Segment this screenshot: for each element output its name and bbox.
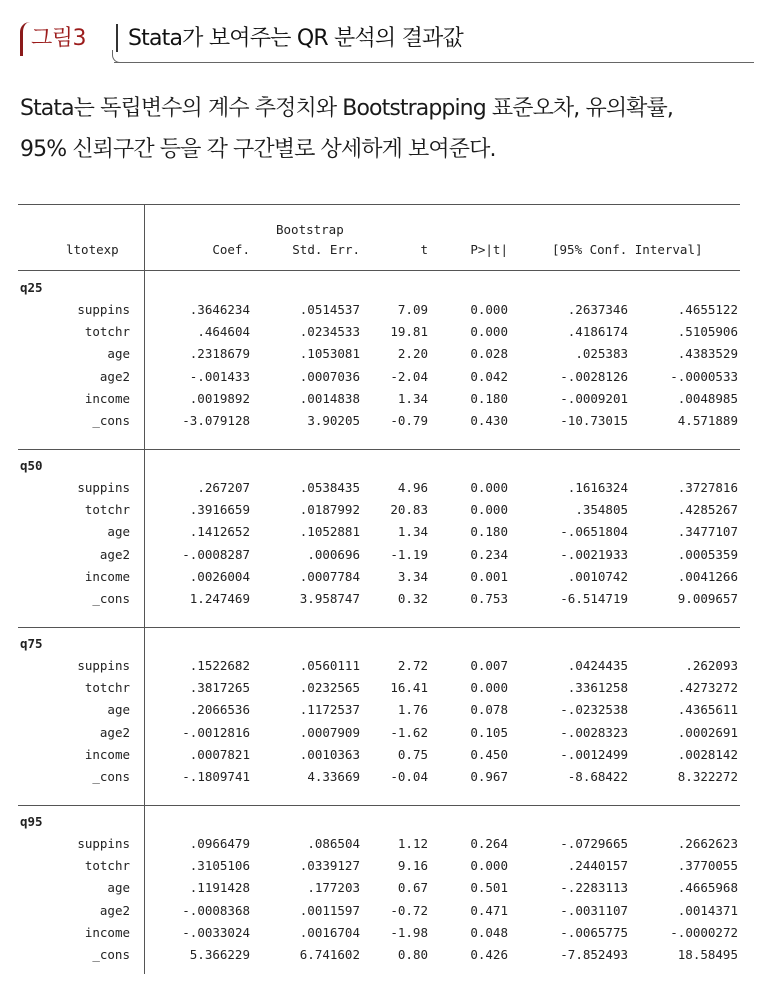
cell-hi: .4365611 — [677, 702, 738, 718]
cell-coef: .464604 — [197, 324, 250, 340]
cell-var: income — [84, 924, 130, 940]
cell-coef: 5.366229 — [189, 947, 250, 962]
cell-var: suppins — [77, 480, 130, 495]
cell-hi: .0048985 — [677, 390, 738, 406]
cell-p: 0.000 — [470, 324, 508, 340]
cell-se: .0007784 — [299, 568, 360, 584]
group-label-q50: q50 — [20, 458, 43, 473]
cell-var: suppins — [77, 302, 130, 317]
header-t: t — [420, 242, 428, 257]
cell-lo: .1616324 — [567, 480, 628, 495]
cell-p: 0.048 — [470, 924, 508, 940]
cell-hi: .2662623 — [677, 836, 738, 851]
cell-t: 19.81 — [390, 324, 428, 340]
cell-p: 0.000 — [470, 502, 508, 518]
group-divider — [18, 627, 740, 628]
cell-coef: -.0033024 — [182, 924, 250, 940]
cell-t: 7.09 — [397, 302, 428, 317]
cell-se: .0538435 — [299, 480, 360, 495]
cell-t: -0.79 — [390, 413, 428, 428]
cell-t: 1.12 — [397, 836, 428, 851]
table-column-divider — [144, 204, 145, 974]
cell-t: 0.67 — [397, 880, 428, 896]
cell-hi: 18.58495 — [677, 947, 738, 962]
cell-p: 0.430 — [470, 413, 508, 428]
cell-var: _cons — [92, 947, 130, 962]
stata-output-table — [18, 204, 740, 974]
cell-t: 4.96 — [397, 480, 428, 495]
cell-t: 2.20 — [397, 346, 428, 362]
cell-var: income — [84, 568, 130, 584]
cell-var: age2 — [99, 724, 130, 740]
cell-coef: .3646234 — [189, 302, 250, 317]
header-p: P>|t| — [470, 242, 508, 257]
cell-hi: .0041266 — [677, 568, 738, 584]
cell-coef: .0019892 — [189, 390, 250, 406]
cell-var: _cons — [92, 769, 130, 784]
cell-t: 0.80 — [397, 947, 428, 962]
cell-se: .1172537 — [299, 702, 360, 718]
figure-separator — [116, 24, 118, 52]
cell-p: 0.000 — [470, 858, 508, 874]
group-label-q75: q75 — [20, 636, 43, 651]
figure-header — [14, 20, 754, 64]
cell-se: .1053081 — [299, 346, 360, 362]
cell-hi: 4.571889 — [677, 413, 738, 428]
cell-hi: .3477107 — [677, 524, 738, 540]
cell-lo: .354805 — [575, 502, 628, 518]
cell-hi: .0005359 — [677, 546, 738, 562]
cell-hi: .0002691 — [677, 724, 738, 740]
cell-var: age — [107, 346, 130, 362]
cell-coef: .3817265 — [189, 680, 250, 696]
cell-se: .0560111 — [299, 658, 360, 673]
cell-lo: .0424435 — [567, 658, 628, 673]
cell-lo: -.0065775 — [560, 924, 628, 940]
cell-p: 0.234 — [470, 546, 508, 562]
cell-hi: .4273272 — [677, 680, 738, 696]
cell-var: age — [107, 524, 130, 540]
cell-lo: -10.73015 — [560, 413, 628, 428]
header-rule — [18, 270, 740, 271]
cell-var: totchr — [84, 680, 130, 696]
cell-se: 3.958747 — [299, 591, 360, 606]
description-line-2: 95% 신뢰구간 등을 각 구간별로 상세하게 보여준다. — [20, 137, 496, 162]
cell-lo: -.0232538 — [560, 702, 628, 718]
cell-hi: -.0000272 — [670, 924, 738, 940]
group-label-q25: q25 — [20, 280, 43, 295]
cell-se: .1052881 — [299, 524, 360, 540]
cell-p: 0.105 — [470, 724, 508, 740]
cell-lo: .2440157 — [567, 858, 628, 874]
cell-coef: -.1809741 — [182, 769, 250, 784]
cell-t: 1.34 — [397, 524, 428, 540]
cell-lo: .025383 — [575, 346, 628, 362]
cell-var: age2 — [99, 902, 130, 918]
cell-var: totchr — [84, 858, 130, 874]
cell-se: 3.90205 — [307, 413, 360, 428]
cell-lo: -8.68422 — [567, 769, 628, 784]
group-divider — [18, 805, 740, 806]
cell-var: totchr — [84, 502, 130, 518]
title-rule — [114, 62, 754, 63]
cell-var: _cons — [92, 591, 130, 606]
cell-se: .0011597 — [299, 902, 360, 918]
cell-p: 0.450 — [470, 746, 508, 762]
cell-se: .0014838 — [299, 390, 360, 406]
cell-se: .0339127 — [299, 858, 360, 874]
cell-hi: .4285267 — [677, 502, 738, 518]
cell-p: 0.000 — [470, 480, 508, 495]
header-bootstrap: Bootstrap — [276, 222, 344, 237]
cell-coef: -.0008287 — [182, 546, 250, 562]
cell-p: 0.426 — [470, 947, 508, 962]
cell-p: 0.028 — [470, 346, 508, 362]
cell-lo: -.0028323 — [560, 724, 628, 740]
cell-p: 0.078 — [470, 702, 508, 718]
cell-t: -1.19 — [390, 546, 428, 562]
cell-p: 0.471 — [470, 902, 508, 918]
cell-lo: -.0651804 — [560, 524, 628, 540]
cell-lo: -.0012499 — [560, 746, 628, 762]
cell-hi: .0028142 — [677, 746, 738, 762]
cell-var: suppins — [77, 658, 130, 673]
cell-hi: -.0000533 — [670, 368, 738, 384]
cell-lo: .4186174 — [567, 324, 628, 340]
cell-se: .0007909 — [299, 724, 360, 740]
cell-hi: .4383529 — [677, 346, 738, 362]
cell-se: .0007036 — [299, 368, 360, 384]
cell-hi: 8.322272 — [677, 769, 738, 784]
cell-t: 1.34 — [397, 390, 428, 406]
header-stderr: Std. Err. — [292, 242, 360, 257]
cell-p: 0.000 — [470, 680, 508, 696]
cell-se: .086504 — [307, 836, 360, 851]
cell-var: age — [107, 880, 130, 896]
cell-lo: .2637346 — [567, 302, 628, 317]
group-divider — [18, 449, 740, 450]
cell-coef: .1191428 — [189, 880, 250, 896]
cell-p: 0.967 — [470, 769, 508, 784]
cell-coef: -.0012816 — [182, 724, 250, 740]
cell-p: 0.264 — [470, 836, 508, 851]
cell-lo: -.0031107 — [560, 902, 628, 918]
cell-coef: -.001433 — [189, 368, 250, 384]
cell-coef: .1522682 — [189, 658, 250, 673]
cell-se: 4.33669 — [307, 769, 360, 784]
cell-var: totchr — [84, 324, 130, 340]
cell-p: 0.753 — [470, 591, 508, 606]
figure-title: Stata가 보여주는 QR 분석의 결과값 — [128, 26, 463, 51]
cell-se: .0234533 — [299, 324, 360, 340]
cell-var: age2 — [99, 546, 130, 562]
cell-hi: .262093 — [685, 658, 738, 673]
cell-p: 0.000 — [470, 302, 508, 317]
cell-t: -2.04 — [390, 368, 428, 384]
cell-coef: -3.079128 — [182, 413, 250, 428]
figure-description — [20, 88, 760, 170]
cell-coef: .0007821 — [189, 746, 250, 762]
cell-t: 2.72 — [397, 658, 428, 673]
cell-coef: .1412652 — [189, 524, 250, 540]
cell-coef: .267207 — [197, 480, 250, 495]
cell-t: -1.62 — [390, 724, 428, 740]
cell-hi: .5105906 — [677, 324, 738, 340]
cell-var: income — [84, 390, 130, 406]
cell-lo: -.0729665 — [560, 836, 628, 851]
cell-lo: -.0009201 — [560, 390, 628, 406]
cell-p: 0.501 — [470, 880, 508, 896]
cell-coef: .3105106 — [189, 858, 250, 874]
cell-se: .0010363 — [299, 746, 360, 762]
cell-hi: .3770055 — [677, 858, 738, 874]
cell-se: .0232565 — [299, 680, 360, 696]
cell-hi: .4665968 — [677, 880, 738, 896]
cell-se: 6.741602 — [299, 947, 360, 962]
cell-var: _cons — [92, 413, 130, 428]
depvar-label: ltotexp — [66, 242, 119, 257]
cell-hi: .4655122 — [677, 302, 738, 317]
cell-var: age — [107, 702, 130, 718]
cell-t: -0.72 — [390, 902, 428, 918]
header-coef: Coef. — [212, 242, 250, 257]
table-top-rule — [18, 204, 740, 205]
cell-t: 0.32 — [397, 591, 428, 606]
cell-lo: -.0021933 — [560, 546, 628, 562]
cell-p: 0.001 — [470, 568, 508, 584]
cell-lo: .3361258 — [567, 680, 628, 696]
cell-coef: .3916659 — [189, 502, 250, 518]
cell-var: income — [84, 746, 130, 762]
cell-t: -0.04 — [390, 769, 428, 784]
cell-t: 0.75 — [397, 746, 428, 762]
cell-var: suppins — [77, 836, 130, 851]
cell-coef: .0026004 — [189, 568, 250, 584]
cell-lo: -7.852493 — [560, 947, 628, 962]
cell-t: 20.83 — [390, 502, 428, 518]
cell-hi: .0014371 — [677, 902, 738, 918]
group-label-q95: q95 — [20, 814, 43, 829]
cell-se: .0514537 — [299, 302, 360, 317]
cell-t: -1.98 — [390, 924, 428, 940]
cell-se: .0187992 — [299, 502, 360, 518]
cell-lo: .0010742 — [567, 568, 628, 584]
figure-tag: 그림3 — [20, 22, 96, 56]
cell-lo: -.2283113 — [560, 880, 628, 896]
cell-coef: .2318679 — [189, 346, 250, 362]
cell-t: 3.34 — [397, 568, 428, 584]
cell-se: .177203 — [307, 880, 360, 896]
cell-se: .000696 — [307, 546, 360, 562]
cell-t: 1.76 — [397, 702, 428, 718]
cell-p: 0.180 — [470, 524, 508, 540]
cell-p: 0.007 — [470, 658, 508, 673]
cell-lo: -.0028126 — [560, 368, 628, 384]
cell-se: .0016704 — [299, 924, 360, 940]
cell-hi: .3727816 — [677, 480, 738, 495]
cell-t: 9.16 — [397, 858, 428, 874]
cell-coef: .0966479 — [189, 836, 250, 851]
cell-lo: -6.514719 — [560, 591, 628, 606]
cell-p: 0.042 — [470, 368, 508, 384]
cell-var: age2 — [99, 368, 130, 384]
cell-hi: 9.009657 — [677, 591, 738, 606]
header-conf-interval: [95% Conf. Interval] — [552, 242, 703, 257]
cell-p: 0.180 — [470, 390, 508, 406]
cell-coef: .2066536 — [189, 702, 250, 718]
cell-t: 16.41 — [390, 680, 428, 696]
cell-coef: 1.247469 — [189, 591, 250, 606]
cell-coef: -.0008368 — [182, 902, 250, 918]
description-line-1: Stata는 독립변수의 계수 추정치와 Bootstrapping 표준오차, 유의확률, — [20, 96, 673, 121]
